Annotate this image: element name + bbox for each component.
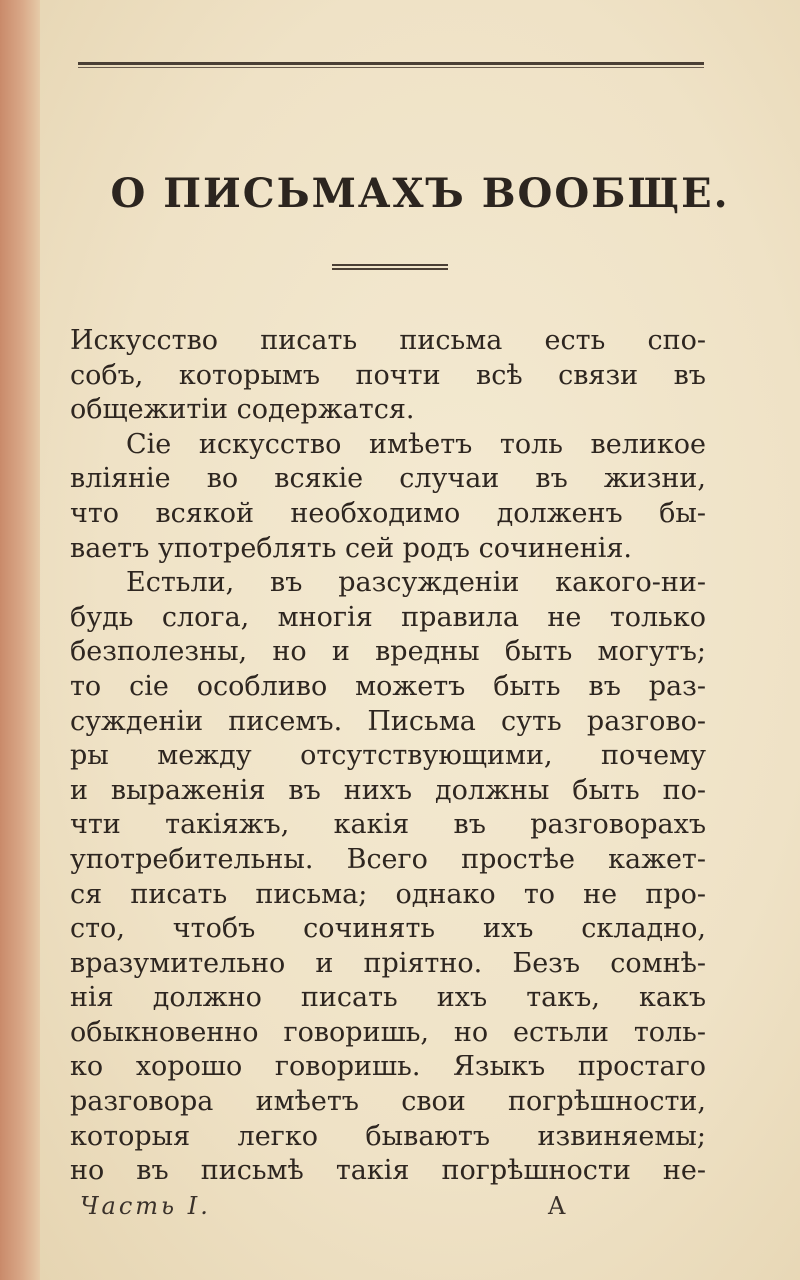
text-line: Естьли, въ разсужденiи какого-ни- [126, 567, 706, 599]
text-line: нiя должно писать ихъ такъ, какъ [70, 982, 706, 1014]
text-line: Сiе искусство имѣетъ толь великое [126, 428, 706, 460]
text-line: то сiе особливо можетъ быть въ раз- [70, 670, 706, 702]
text-line: безполезны, но и вредны быть могутъ; [70, 636, 706, 668]
text-line: которыя легко бываютъ извиняемы; [70, 1120, 706, 1152]
text-line: ры между отсутствующими, почему [70, 740, 706, 772]
text-line: ся писать письма; однако то не про- [70, 878, 706, 910]
heading-ornament-rule [332, 264, 448, 270]
text-line: употребительны. Всего простѣе кажет- [70, 843, 706, 875]
sheet-mark: A [548, 1192, 566, 1220]
text-line: чти такiяжъ, какiя въ разговорахъ [70, 809, 706, 841]
text-line: ко хорошо говоришь. Языкъ простаго [70, 1051, 706, 1083]
signature-line: Часть I. [80, 1192, 211, 1220]
text-line: но въ письмѣ такiя погрѣшности не- [70, 1155, 706, 1187]
text-line: Искусство писать письма есть спо- [70, 325, 706, 356]
text-line: ваетъ употреблять сей родъ сочиненiя. [70, 532, 633, 564]
book-page [40, 0, 800, 1280]
text-line: будь слога, многiя правила не только [70, 601, 706, 633]
text-line: влiянiе во всякiе случаи въ жизни, [70, 463, 706, 495]
text-line: собъ, которымъ почти всѣ связи въ [70, 359, 706, 391]
text-line: обыкновенно говоришь, но естьли толь- [70, 1016, 706, 1048]
text-line: общежитiи содержатся. [70, 394, 415, 426]
chapter-heading: О ПИСЬМАХЪ ВООБЩЕ. [110, 170, 730, 217]
text-line: сто, чтобъ сочинять ихъ складно, [70, 913, 706, 945]
binding-gutter [0, 0, 40, 1280]
top-rule [78, 62, 704, 68]
text-line: вразумительно и прiятно. Безъ сомнѣ- [70, 947, 706, 979]
body-text [70, 324, 706, 1189]
page-footer [40, 1192, 800, 1232]
text-line: и выраженiя въ нихъ должны быть по- [70, 774, 706, 806]
text-line: что всякой необходимо долженъ бы- [70, 497, 706, 529]
text-line: разговора имѣетъ свои погрѣшности, [70, 1086, 706, 1118]
text-line: сужденiи писемъ. Письма суть разгово- [70, 705, 706, 737]
